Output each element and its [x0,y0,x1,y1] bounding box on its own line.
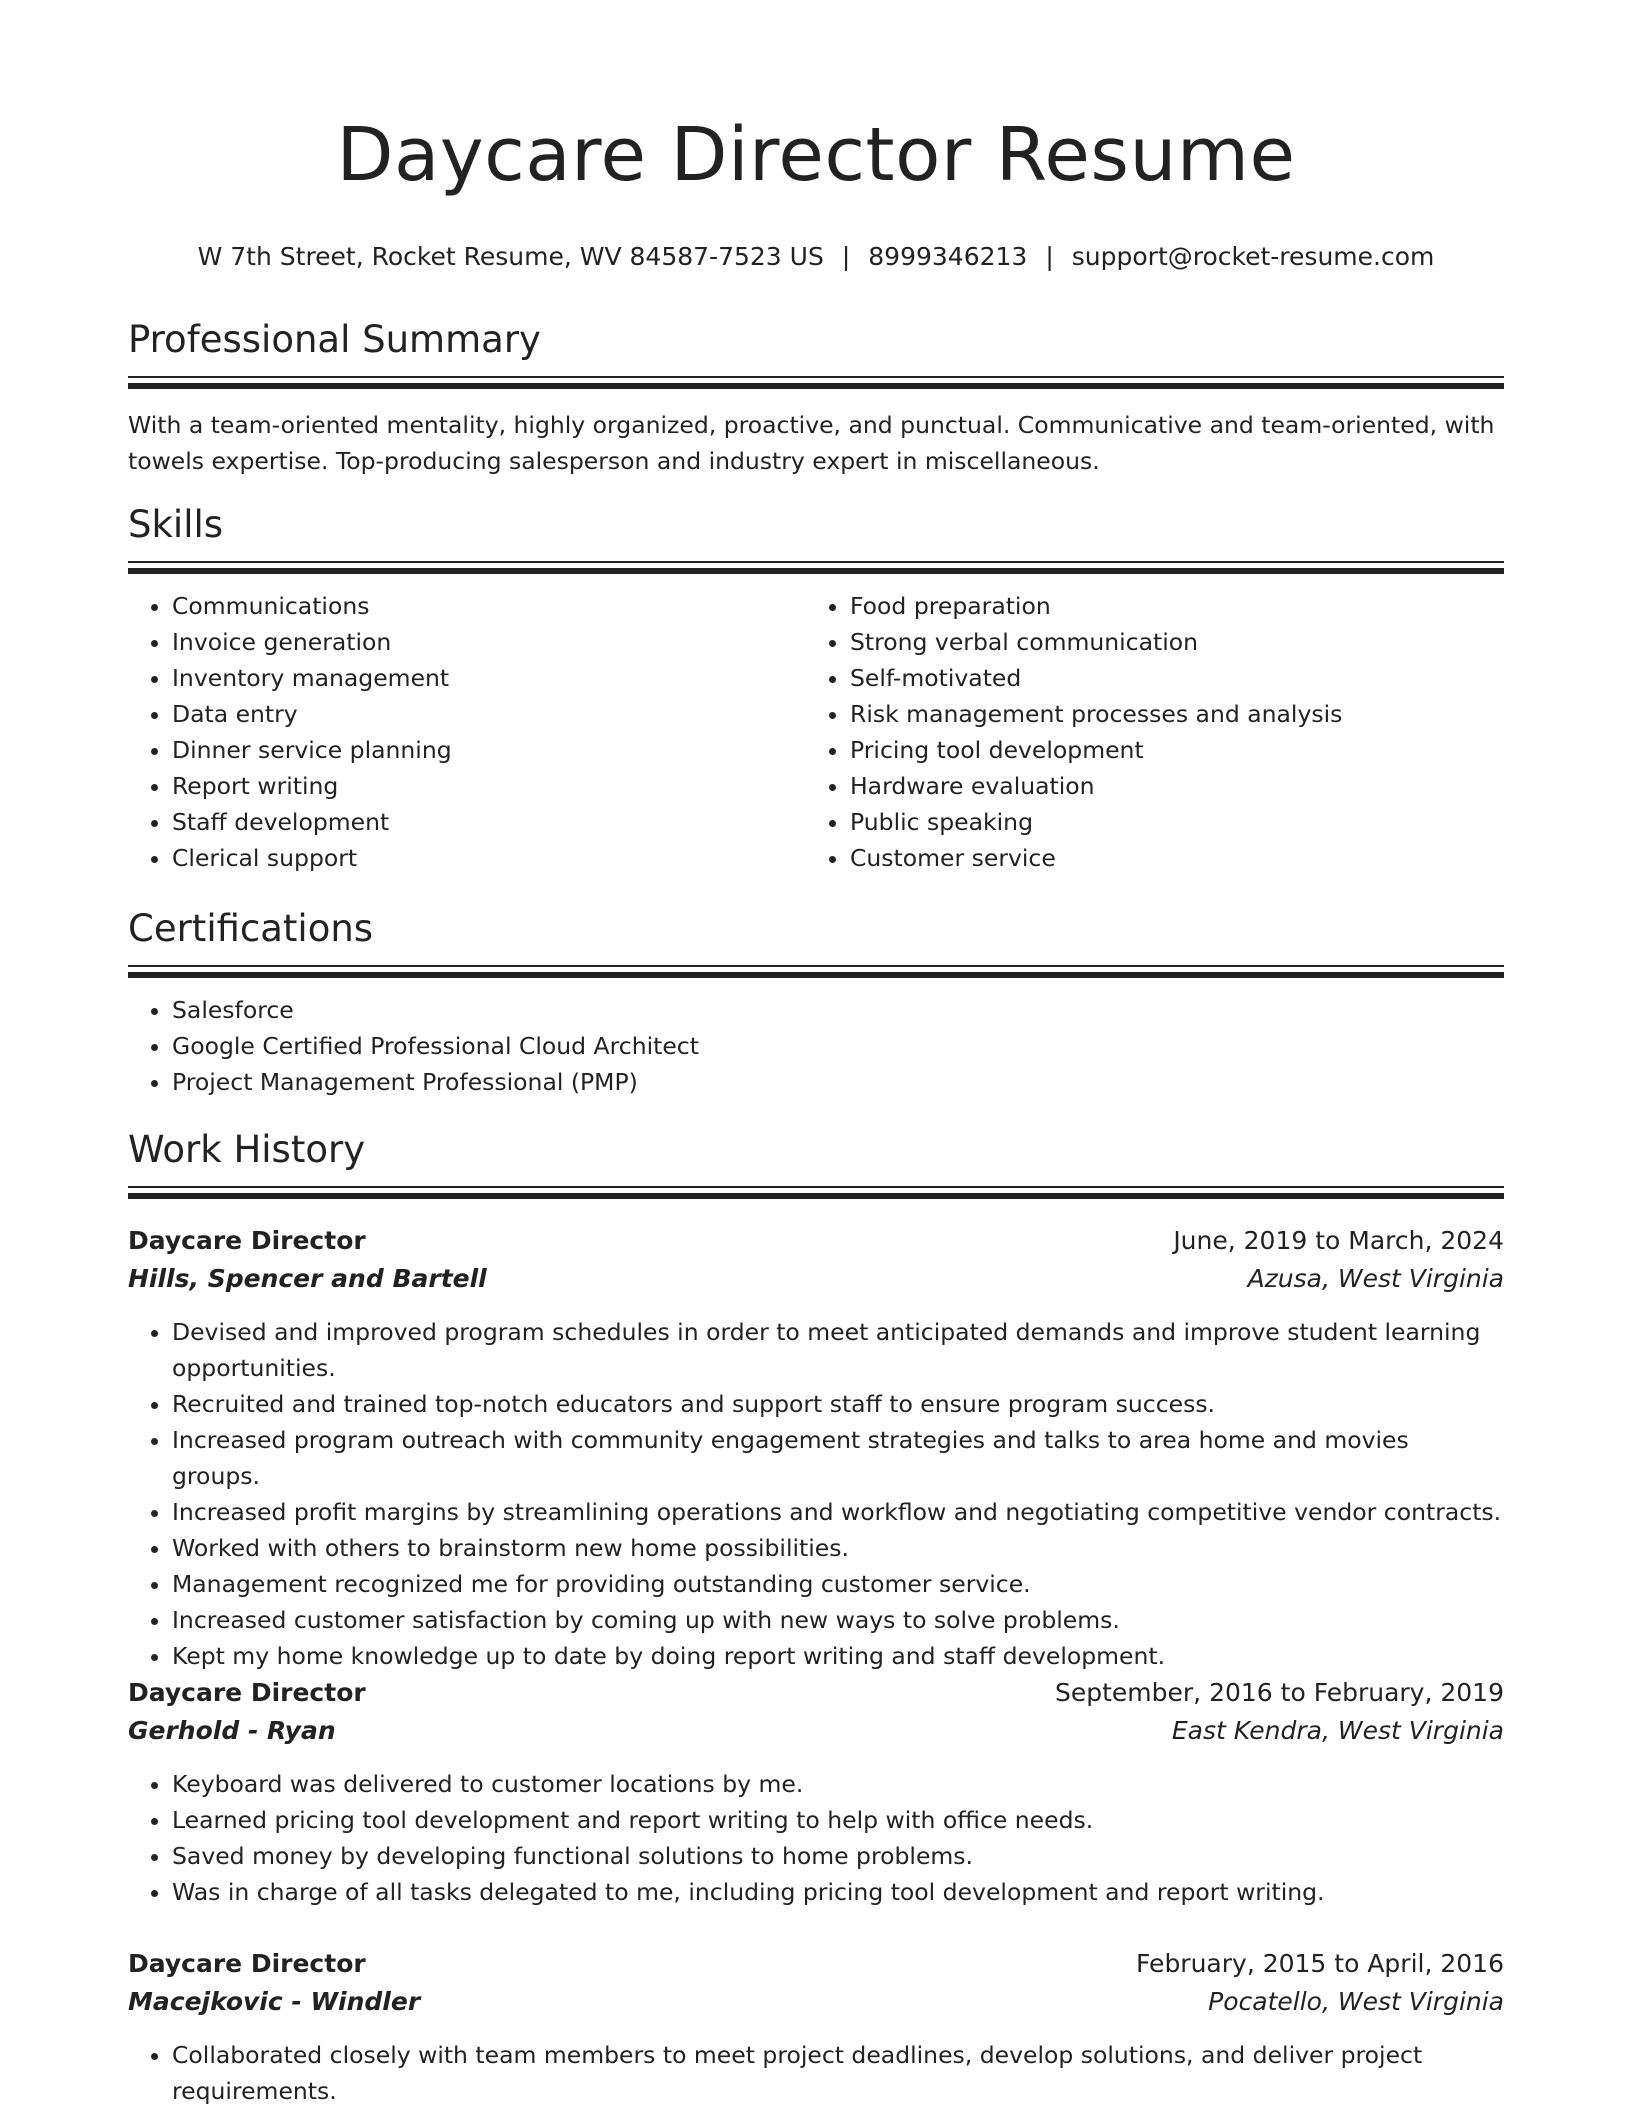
summary-text: With a team-oriented mentality, highly organized, proactive, and punctual. Communicative and team-oriented, with towels expertise. Top-producing salesperson and industry expert in miscellaneous. [128,411,1495,475]
summary-section [128,318,1504,479]
job-header-row [128,1945,1504,1983]
job-location: Pocatello, West Virginia [1208,1987,1504,2016]
job-bullet: • Kept my home knowledge up to date by doing report writing and staff development. [172,1638,1504,1674]
job-company-row [128,1983,1504,2021]
job-bullets [128,1766,1504,1910]
job-header-row [128,1674,1504,1712]
summary-heading: Professional Summary [128,318,541,361]
contact-address: W 7th Street, Rocket Resume, WV 84587-7523 US [197,242,824,271]
skill-item: • Hardware evaluation [850,768,1484,804]
skill-item: • Clerical support [172,840,806,876]
job-role: Daycare Director [128,1949,366,1978]
job-dates: June, 2019 to March, 2024 [1173,1226,1504,1255]
job-bullet: • Increased program outreach with community engagement strategies and talks to area home and movies groups. [172,1422,1504,1494]
skill-item: • Self-motivated [850,660,1484,696]
job-company-row [128,1712,1504,1750]
skill-item: • Risk management processes and analysis [850,696,1484,732]
contact-separator: | [1045,242,1054,271]
skill-item: • Customer service [850,840,1484,876]
skills-list-left [128,588,806,876]
job-bullets [128,2037,1504,2109]
contact-phone: 8999346213 [868,242,1028,271]
work-history-section [128,1128,1504,1199]
job-entry [128,1674,1504,1910]
job-bullet: • Saved money by developing functional solutions to home problems. [172,1838,1504,1874]
skill-item: • Communications [172,588,806,624]
skills-section [128,503,1504,876]
job-bullet: • Recruited and trained top-notch educators and support staff to ensure program success. [172,1386,1504,1422]
job-bullet: • Worked with others to brainstorm new home possibilities. [172,1530,1504,1566]
job-role: Daycare Director [128,1226,366,1255]
skill-item: • Invoice generation [172,624,806,660]
skill-item: • Public speaking [850,804,1484,840]
job-bullet: • Increased profit margins by streamlining operations and workflow and negotiating competitive vendor contracts. [172,1494,1504,1530]
certifications-section [128,907,1504,1100]
contact-email: support@rocket-resume.com [1071,242,1435,271]
skill-item: • Strong verbal communication [850,624,1484,660]
job-bullet: • Was in charge of all tasks delegated to me, including pricing tool development and report writing. [172,1874,1504,1910]
job-company-row [128,1260,1504,1298]
certifications-list [128,992,1504,1100]
work-history-heading: Work History [128,1128,366,1171]
job-company: Gerhold - Ryan [128,1716,336,1745]
job-bullet: • Learned pricing tool development and report writing to help with office needs. [172,1802,1504,1838]
skills-list-right [806,588,1484,876]
skill-item: • Data entry [172,696,806,732]
resume-title: Daycare Director Resume [336,112,1296,198]
job-role: Daycare Director [128,1678,366,1707]
skills-columns [128,588,1504,876]
certification-item: • Salesforce [172,992,1504,1028]
skill-item: • Inventory management [172,660,806,696]
contact-separator: | [841,242,851,271]
contact-line [128,240,1504,274]
skill-item: • Report writing [172,768,806,804]
job-dates: February, 2015 to April, 2016 [1136,1949,1504,1978]
certification-item: • Project Management Professional (PMP) [172,1064,1504,1100]
job-bullet: • Collaborated closely with team members to meet project deadlines, develop solutions, and deliver project requirements. [172,2037,1504,2109]
job-company: Hills, Spencer and Bartell [128,1264,487,1293]
certification-item: • Google Certified Professional Cloud Architect [172,1028,1504,1064]
section-rule [128,1186,1504,1199]
job-location: East Kendra, West Virginia [1171,1716,1504,1745]
job-bullet: • Keyboard was delivered to customer locations by me. [172,1766,1504,1802]
skill-item: • Dinner service planning [172,732,806,768]
job-bullet: • Increased customer satisfaction by coming up with new ways to solve problems. [172,1602,1504,1638]
section-rule [128,965,1504,978]
section-rule [128,561,1504,574]
skill-item: • Food preparation [850,588,1484,624]
job-bullet: • Management recognized me for providing outstanding customer service. [172,1566,1504,1602]
skills-heading: Skills [128,503,224,546]
job-entry [128,1222,1504,1674]
section-rule [128,376,1504,389]
skill-item: • Staff development [172,804,806,840]
job-bullet: • Devised and improved program schedules in order to meet anticipated demands and improve student learning opportunities. [172,1314,1504,1386]
certifications-heading: Certifications [128,907,374,950]
skill-item: • Pricing tool development [850,732,1484,768]
job-company: Macejkovic - Windler [128,1987,421,2016]
job-location: Azusa, West Virginia [1247,1264,1504,1293]
job-bullets [128,1314,1504,1674]
job-dates: September, 2016 to February, 2019 [1055,1678,1504,1707]
job-header-row [128,1222,1504,1260]
job-entry [128,1945,1504,2109]
